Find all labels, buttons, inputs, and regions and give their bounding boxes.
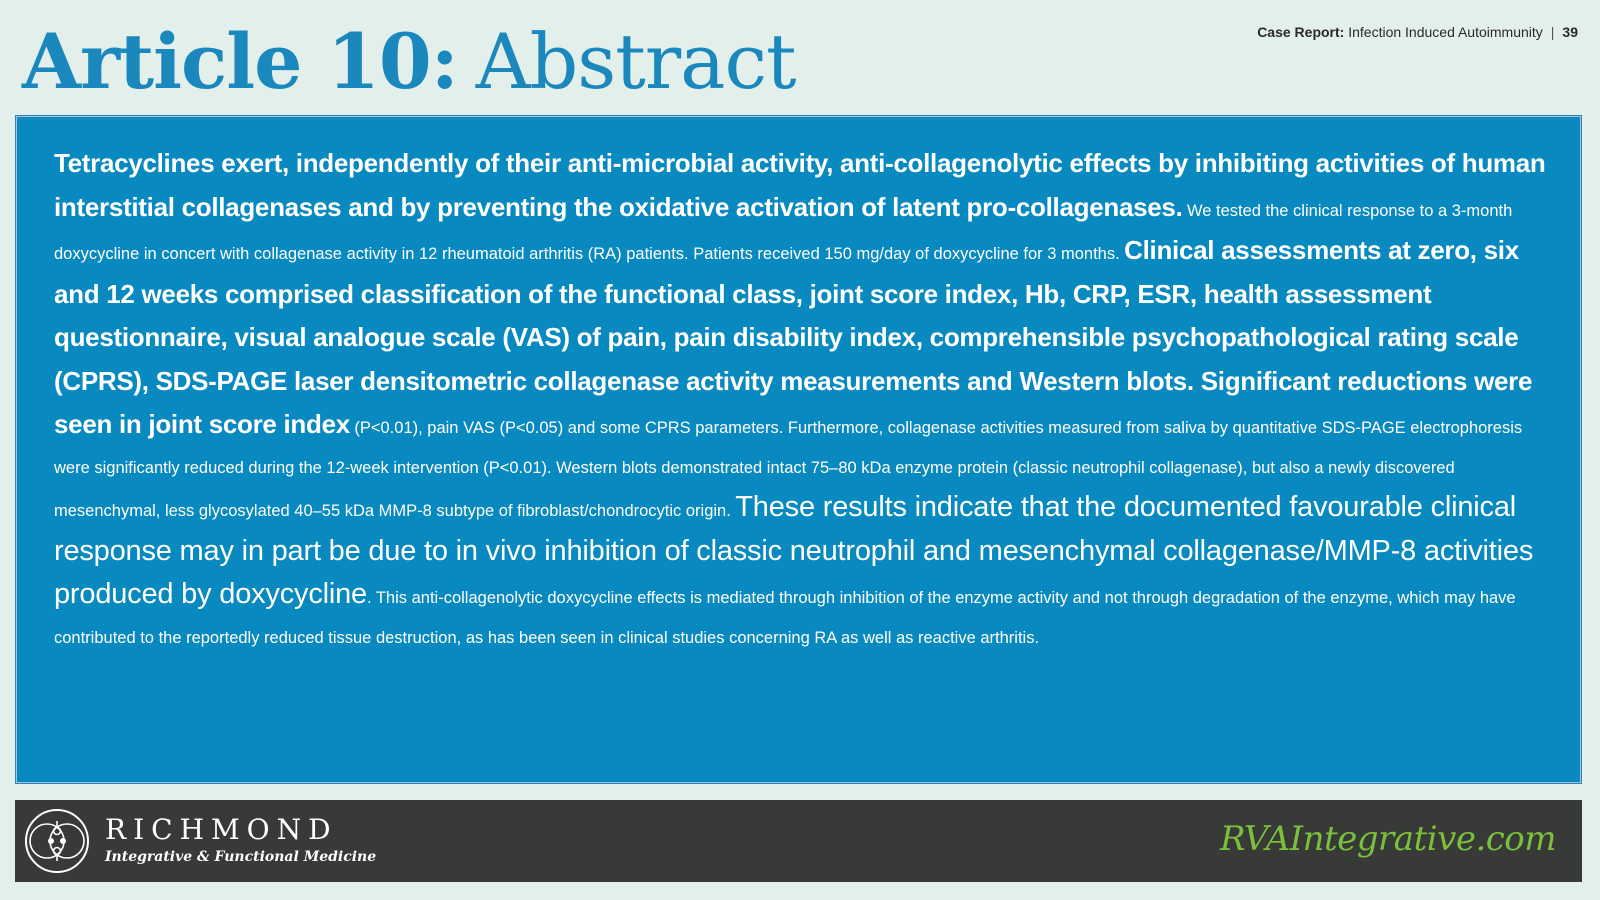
case-report-label: Case Report: (1257, 24, 1345, 40)
header-separator: | (1550, 24, 1555, 40)
abstract-segment-3: Clinical assessments at zero, six and 12 weeks comprised classification of the functional class, joint score index, Hb, CRP, ESR, health assessment questionnaire, visual analogue scale (VAS) of pain, pain disability index, comprehensible psychopathological rating scale (CPRS), SDS-PAGE laser densitometric collagenase activity measurements and Western blots. Significant reductions were seen in joint score index (54, 235, 1533, 439)
title-article-number: Article 10: (22, 17, 458, 106)
abstract-segment-6: . This anti-collagenolytic doxycycline effects is mediated through inhibition of the enzyme activity and not through degradation of the enzyme, which may have contributed to the reportedly reduced tissue destruction, as has been seen in clinical studies concerning RA as well as reactive arthritis. (54, 589, 1516, 647)
title-abstract: Abstract (475, 17, 796, 106)
abstract-box (15, 115, 1582, 784)
case-report-header (1257, 22, 1578, 42)
abstract-segment-1: Tetracyclines exert, independently of their anti-microbial activity, anti-collagenolytic effects by inhibiting activities of human interstitial collagenases and by preventing the oxidative activation of latent pro-collagenases. (54, 148, 1546, 222)
case-report-topic: Infection Induced Autoimmunity (1348, 24, 1543, 40)
abstract-segment-2: We tested the clinical response to a 3-month doxycycline in concert with collagenase activity in 12 rheumatoid arthritis (RA) patients. Patients received 150 mg/day of doxycycline for 3 months. (54, 201, 1513, 263)
website-link[interactable]: RVAIntegrative.com (1219, 819, 1556, 859)
abstract-segment-4: (P<0.01), pain VAS (P<0.05) and some CPRS parameters. Furthermore, collagenase activities measured from saliva by quantitative SDS-PAGE electrophoresis were significantly reduced during the 12-week intervention (P<0.01). Western blots demonstrated intact 75–80 kDa enzyme protein (classic neutrophil collagenase), but also a newly discovered mesenchymal, less glycosylated 40–55 kDa MMP-8 subtype of fibroblast/chondrocytic origin. (54, 419, 1523, 520)
logo-name: RICHMOND (105, 813, 338, 846)
richmond-logo-icon (23, 807, 91, 875)
page-number: 39 (1562, 24, 1578, 40)
abstract-text (54, 144, 1554, 658)
page-title (22, 14, 796, 110)
footer-bar (15, 800, 1582, 882)
abstract-segment-5: These results indicate that the documented favourable clinical response may in part be due to in vivo inhibition of classic neutrophil and mesenchymal collagenase/MMP-8 activities produced by doxycycline (54, 491, 1534, 610)
logo-subtitle: Integrative & Functional Medicine (105, 849, 377, 865)
